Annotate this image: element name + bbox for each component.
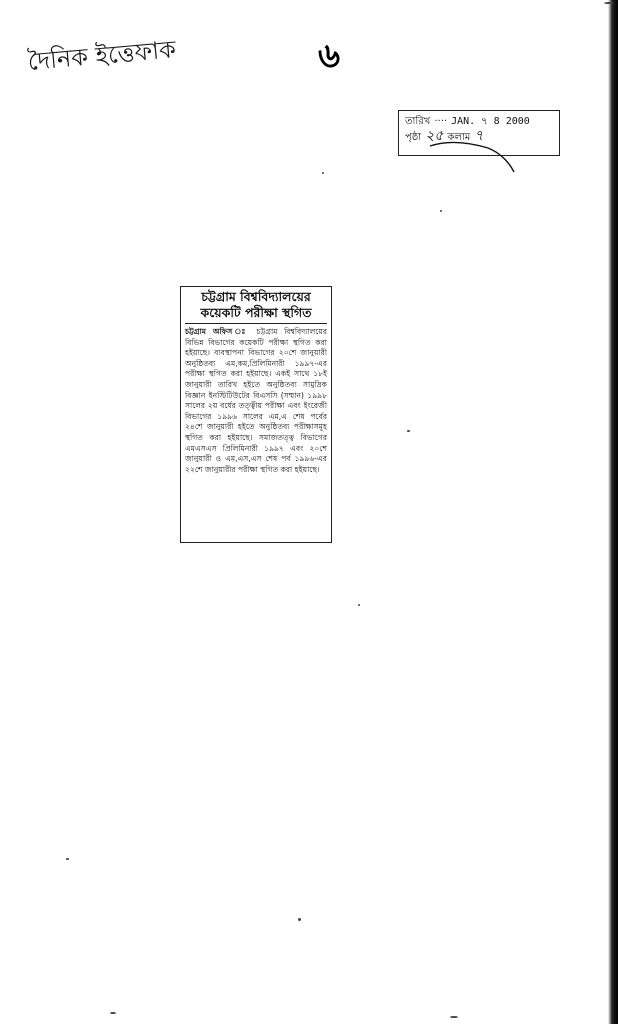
scan-speck [358,604,360,606]
stamp-page-label: পৃষ্ঠা [405,132,422,143]
clipping-headline [185,289,327,324]
clipping-body [185,327,327,475]
stamp-dots: ···· [434,116,448,127]
page-number-handwritten: ৬ [318,36,341,76]
scan-page-edge [608,0,618,1024]
scan-speck [298,918,301,921]
newspaper-name-handwritten: দৈনিক ইত্তেফাক [26,35,177,76]
scan-speck [66,858,69,860]
clipping-dateline: চট্টগ্রাম অফিস ঃ [185,327,250,336]
scan-speck [407,430,410,432]
stamp-column-label: কলাম [447,132,471,143]
stamp-date-row [405,115,553,129]
pen-stroke-mark [428,138,528,178]
clipping-body-text: চট্টগ্রাম বিশ্ববিদ্যালয়ের বিভিন্ন বিভাগের কয়েকটি পরীক্ষা স্থগিত করা হইয়াছে। ব্যবস্থাপনা বিভাগের ২০শে জানুয়ারী অনুষ্ঠিতব্য এম,কম,প্রিলিমিনারী ১৯৯৭-এর পরীক্ষা স্থগিত করা হইয়াছে। একই সাথে ১৮ই জানুয়ারী তারিখ হইতে অনুষ্ঠিতব্য সামুদ্রিক বিজ্ঞান ইনস্টিটিউটের বিএসসি (সম্মান) ১৯৯৮ সালের ২য় বর্ষের তত্ত্বীয় পরীক্ষা এবং ইংরেজী বিভাগের ১৯৯৬ সালের এম,এ শেষ পর্বের ২৪শে জানুয়ারী হইতে অনুষ্ঠিতব্য পরীক্ষাসমূহ স্থগিত করা হইয়াছে। সমাজতত্ত্ব বিভাগের এমএসএস প্রিলিমিনারী ১৯৯৭ এবং ২০শে জানুয়ারী ও এম,এস,এস শেষ পর্ব ১৯৯৬-এর ২২শে জানুয়ারীর পরীক্ষা স্থগিত করা হইয়াছে। [185,327,327,474]
stamp-page-value: ২৫ [425,128,444,144]
stamp-date-value: JAN. ৭ 8 2000 [451,116,530,127]
newspaper-clipping [180,286,332,543]
clipping-headline-line1: চট্টগ্রাম বিশ্ববিদ্যালয়ের [201,289,311,304]
scan-speck [440,210,442,212]
scan-speck [322,172,324,174]
scan-speck [110,1012,116,1014]
clipping-headline-line2: কয়েকটি পরীক্ষা স্থগিত [200,305,312,320]
scan-speck [450,1016,458,1018]
stamp-date-label: তারিখ [405,116,431,127]
scan-speck [604,2,614,4]
stamp-column-value: ৭ [474,128,484,144]
